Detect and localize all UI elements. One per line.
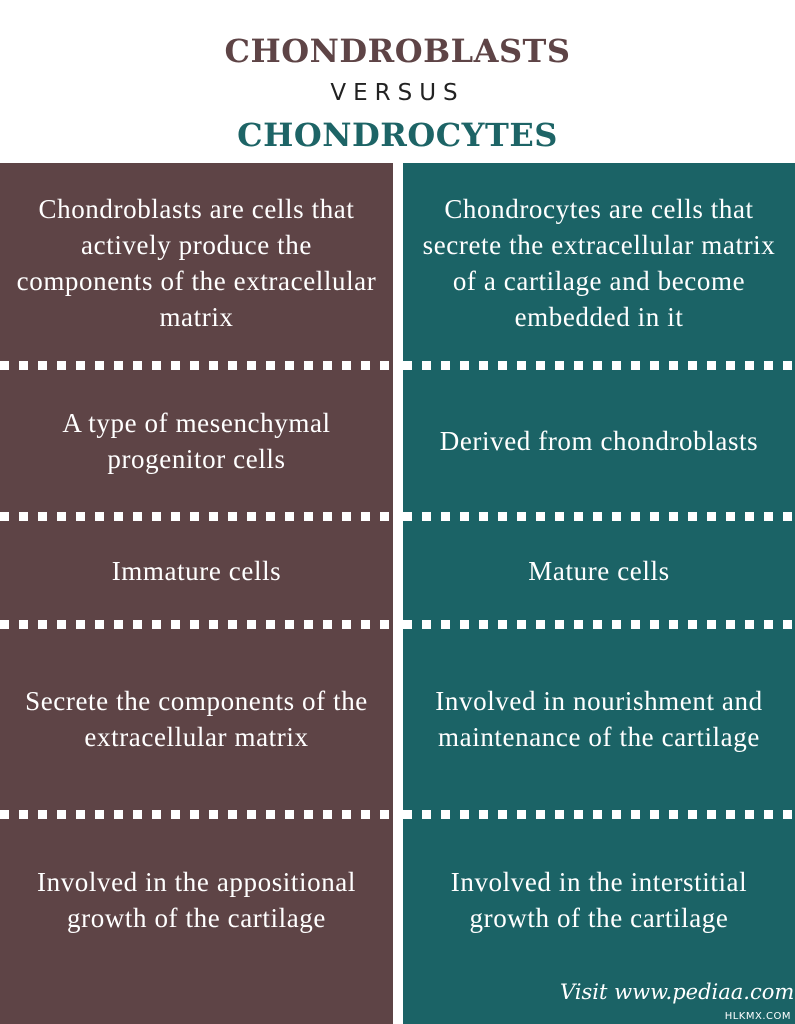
header — [0, 0, 795, 163]
left-cell-4: Secrete the components of the extracellular matrix — [25, 685, 368, 752]
watermark: HLKMX.COM — [724, 1011, 791, 1022]
chondroblasts-column — [0, 163, 393, 1024]
row-divider — [0, 620, 393, 629]
source-credit: Visit www.pediaa.com — [560, 980, 795, 1004]
right-cell-5: Involved in the interstitial growth of the cartilage — [450, 867, 748, 933]
versus-label: VERSUS — [330, 80, 465, 106]
chondrocytes-column — [403, 163, 795, 1024]
row-divider — [0, 810, 393, 819]
left-cell-3: Immature cells — [111, 555, 282, 586]
title-chondroblasts: CHONDROBLASTS — [224, 32, 571, 70]
right-cell-3: Mature cells — [528, 555, 670, 586]
title-chondrocytes: CHONDROCYTES — [237, 116, 558, 154]
row-divider — [403, 512, 795, 521]
right-cell-4: Involved in nourishment and maintenance of the cartilage — [435, 685, 763, 752]
right-cell-2: Derived from chondroblasts — [439, 426, 759, 456]
left-cell-1: Chondroblasts are cells that actively produce the components of the extracellular matrix — [16, 194, 377, 332]
row-divider — [0, 512, 393, 521]
row-divider — [0, 361, 393, 370]
left-cell-5: Involved in the appositional growth of the cartilage — [37, 867, 356, 933]
row-divider — [403, 810, 795, 819]
row-divider — [403, 361, 795, 370]
left-cell-2: A type of mesenchymal progenitor cells — [62, 408, 331, 474]
right-cell-1: Chondrocytes are cells that secrete the extracellular matrix of a cartilage and become embedded in it — [422, 194, 776, 332]
row-divider — [403, 620, 795, 629]
